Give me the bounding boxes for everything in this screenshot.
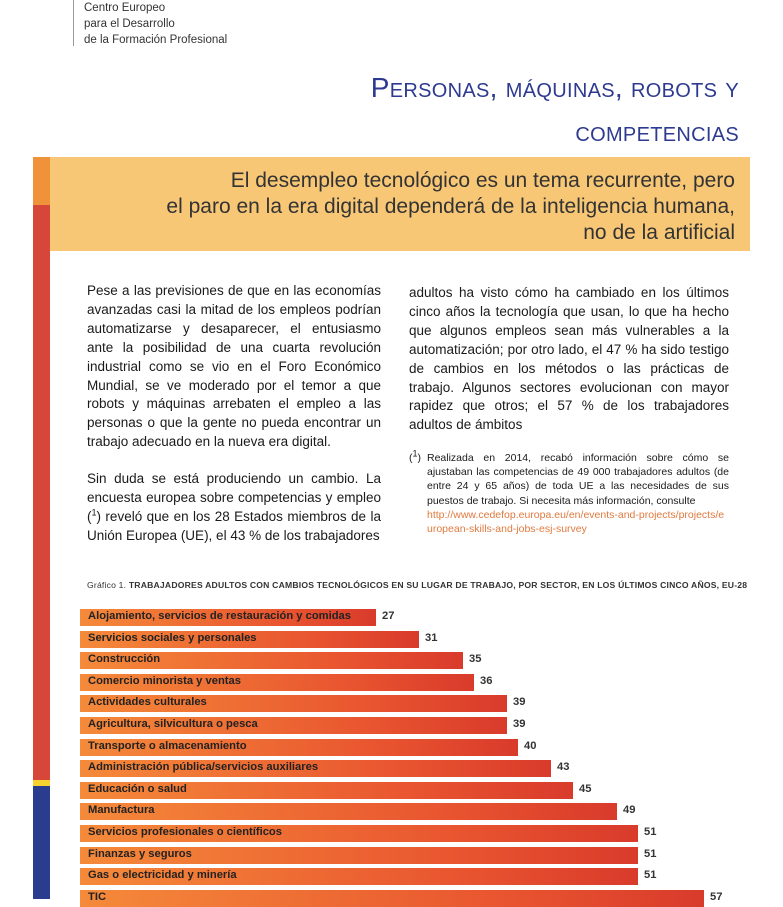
- chart-bar-label: Alojamiento, servicios de restauración y comidas: [88, 610, 352, 622]
- chart-bar-value: 49: [623, 804, 636, 817]
- body-column-1: [87, 282, 381, 546]
- footnote-text: Realizada en 2014, recabó información sobre cómo se ajustaban las competencias de 49 000 trabajadores adultos (de entre 24 y 65 años) de toda UE a las necesidades de sus puestos de trabajo. Si necesita más información, consulte: [427, 452, 729, 507]
- chart-bar-row: [80, 847, 678, 864]
- chart-bar-label: Administración pública/servicios auxiliares: [88, 761, 319, 774]
- chart-bar-row: [80, 717, 547, 734]
- org-name: [84, 0, 227, 48]
- title-line-2: competencias: [575, 116, 739, 147]
- chart-bar-row: [80, 760, 591, 777]
- subtitle-line-3: no de la artificial: [583, 221, 735, 244]
- chart-bar-label: Gas o electricidad y minería: [88, 869, 237, 882]
- footnote-mark: ($^1$): [409, 448, 422, 464]
- chart-title-prefix: Gráfico 1.: [87, 580, 127, 590]
- chart-bar-label: Comercio minorista y ventas: [88, 674, 241, 687]
- footnote-ref: 1: [91, 507, 97, 518]
- chart-bar-value: 31: [425, 631, 438, 644]
- paragraph-2-a: Sin duda se está produciendo un cambio. La encuesta europea sobre competencias y empleo (: [87, 471, 381, 524]
- chart-bar-value: 43: [557, 761, 570, 774]
- title-line-1: Personas, máquinas, robots y: [370, 72, 739, 103]
- chart-bar-label: Actividades culturales: [88, 696, 207, 709]
- chart-bar-row: [80, 631, 459, 648]
- org-line-1: Centro Europeo: [84, 2, 166, 14]
- chart-bar: [80, 803, 617, 820]
- chart-bar-row: [80, 803, 657, 820]
- chart-title-text: TRABAJADORES ADULTOS CON CAMBIOS TECNOLÓGICOS EN SU LUGAR DE TRABAJO, POR SECTOR, EN LOS ÚLTIMOS CINCO AÑOS, EU-28: [128, 580, 748, 590]
- footnote: [409, 448, 729, 536]
- chart-bar-label: Transporte o almacenamiento: [88, 739, 247, 752]
- chart-bar-label: Servicios sociales y personales: [88, 631, 257, 644]
- paragraph-2: [87, 470, 381, 546]
- chart-bar-label: TIC: [88, 890, 107, 903]
- chart-bar-row: [80, 695, 547, 712]
- paragraph-2-b: ) reveló que en los 28 Estados miembros de la Unión Europea (UE), el 43 % de los trabajadores: [87, 508, 381, 543]
- chart-bar-label: Agricultura, silvicultura o pesca: [88, 718, 258, 730]
- chart-bar-value: 51: [644, 847, 657, 860]
- chart-bar-row: [80, 674, 514, 691]
- subtitle-line-2: el paro en la era digital dependerá de la inteligencia humana,: [166, 195, 735, 218]
- footnote-link[interactable]: http://www.cedefop.europa.eu/en/events-and-projects/projects/european-skills-and-jobs-esj-survey: [427, 508, 725, 536]
- chart-bar-label: Servicios profesionales o científicos: [88, 826, 282, 838]
- chart-bar-value: 39: [513, 718, 526, 730]
- chart-bar-row: [80, 782, 613, 799]
- chart-bar-value: 45: [579, 782, 592, 795]
- chart-bar-value: 40: [524, 739, 537, 752]
- chart-bar-value: 35: [469, 653, 482, 666]
- chart-bar-value: 36: [480, 674, 493, 687]
- side-bar-blue: [33, 786, 50, 899]
- org-line-3: de la Formación Profesional: [84, 34, 228, 46]
- chart-bar-value: 39: [513, 696, 526, 709]
- chart-bar-row: [80, 652, 503, 669]
- chart-bar-row: [80, 868, 678, 885]
- chart-bar-label: Finanzas y seguros: [88, 847, 192, 860]
- org-line-2: para el Desarrollo: [84, 18, 175, 30]
- side-bar-red: [33, 205, 50, 780]
- chart-bar-row: [80, 609, 416, 626]
- chart-bar: [80, 890, 704, 907]
- chart-bar-value: 27: [382, 610, 395, 622]
- chart-bar-value: 51: [644, 869, 657, 882]
- chart-bar-row: [80, 825, 678, 842]
- side-bar-orange: [33, 157, 50, 205]
- body-column-2: [409, 284, 729, 435]
- chart-bar-row: [80, 739, 558, 756]
- chart-bar-label: Manufactura: [88, 804, 155, 817]
- subtitle: [95, 168, 735, 246]
- chart-bar-value: 57: [710, 890, 723, 903]
- paragraph-1: Pese a las previsiones de que en las economías avanzadas casi la mitad de los empleos podrían automatizarse y desaparecer, el entusiasmo ante la posibilidad de una cuarta revolución industrial como se vio en el Foro Económico Mundial, se ve moderado por el temor a que robots y máquinas arrebaten el empleo a las personas o que la gente no pueda encontrar un trabajo adecuado en la nueva era digital.: [87, 283, 381, 450]
- page-title: [139, 66, 739, 154]
- chart-bar-value: 51: [644, 826, 657, 838]
- header-divider: [73, 0, 74, 46]
- chart-bar-label: Construcción: [88, 653, 161, 666]
- paragraph-3: adultos ha visto cómo ha cambiado en los últimos cinco años la tecnología que usan, lo que ha hecho que algunos empleos sean más vulnerables a la automatización; por otro lado, el 47 % ha sido testigo de cambios en los métodos o las prácticas de trabajo. Algunos sectores evolucionan con mayor rapidez que otros; el 57 % de los trabajadores adultos de ámbitos: [409, 285, 729, 433]
- chart-bar-label: Educación o salud: [88, 782, 187, 795]
- chart-title: [87, 580, 747, 590]
- chart-bar-row: [80, 890, 744, 907]
- subtitle-line-1: El desempleo tecnológico es un tema recurrente, pero: [230, 169, 735, 192]
